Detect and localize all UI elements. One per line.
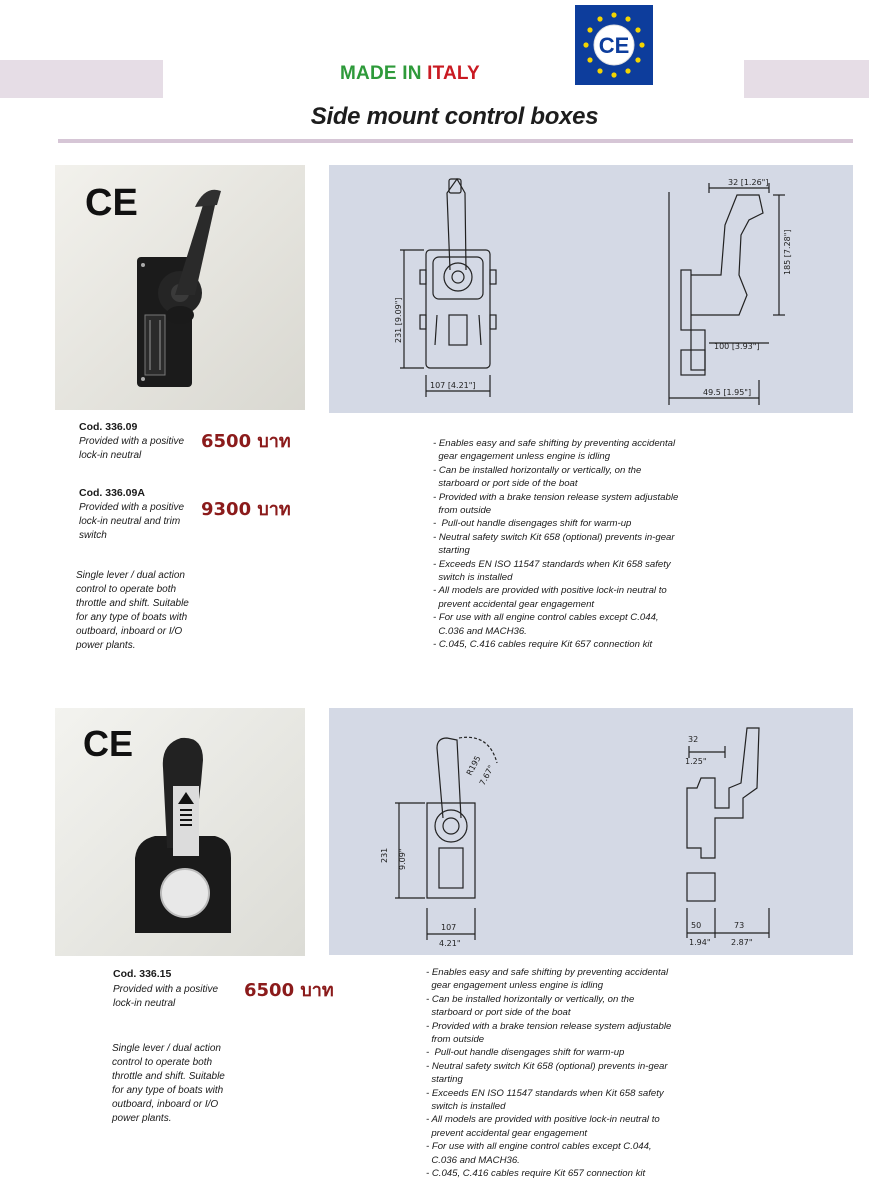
product-code-33609a: Cod. 336.09A — [79, 487, 145, 499]
product-desc-33609: Provided with a positive lock-in neutral — [79, 436, 185, 461]
ce-mark-2: CE — [83, 723, 134, 764]
feature-line: starting — [426, 1074, 463, 1086]
dim-height-label: 231 [9.09"] — [394, 297, 403, 343]
ce-mark-1: CE — [85, 182, 138, 224]
feature-line: - Neutral safety switch Kit 658 (optional) prevents in-gear — [426, 1060, 668, 1072]
dim-height-2-label: 231 — [380, 847, 389, 863]
dim-depth-2-in-label: 2.87" — [731, 938, 753, 947]
price-33609: 6500 บาท — [201, 431, 291, 452]
dim-base-2-label: 50 — [691, 921, 702, 930]
dim-radius-in-label: 7.67" — [477, 763, 496, 787]
product-photo-33609 — [55, 165, 305, 410]
feature-line: - Provided with a brake tension release system adjustable — [426, 1020, 672, 1032]
product-code-33609: Cod. 336.09 — [79, 421, 138, 433]
dim-depth-2-label: 73 — [734, 921, 745, 930]
product-photo-33615 — [55, 708, 305, 956]
feature-line: - All models are provided with positive lock-in neutral to — [426, 1114, 660, 1126]
feature-line: - For use with all engine control cables except C.044, — [426, 1141, 652, 1153]
dim-side-height-label: 185 [7.28"] — [783, 229, 792, 275]
dim-top-2-in-label: 1.25" — [685, 757, 707, 766]
feature-list-1 — [433, 437, 698, 652]
feature-line: gear engagement unless engine is idling — [426, 980, 604, 992]
feature-line: switch is installed — [433, 572, 513, 584]
feature-line: starboard or port side of the boat — [433, 478, 578, 490]
feature-line: C.036 and MACH36. — [426, 1154, 520, 1166]
product-code-33615: Cod. 336.15 — [113, 968, 172, 980]
feature-line: - Pull-out handle disengages shift for warm-up — [433, 518, 632, 530]
feature-line: - Exceeds EN ISO 11547 standards when Kit 658 safety — [426, 1087, 664, 1099]
feature-line: - Neutral safety switch Kit 658 (optional) prevents in-gear — [433, 531, 675, 543]
feature-line: from outside — [433, 505, 492, 517]
product-blurb-2: Single lever / dual action control to operate both throttle and shift. Suitable for any type of boats with outboard, inboard or I/O power plants. — [112, 1043, 225, 1124]
dim-base-2-in-label: 1.94" — [689, 938, 711, 947]
price-33609a: 9300 บาท — [201, 499, 291, 520]
technical-drawing-33615 — [329, 708, 853, 955]
dim-width-label: 107 [4.21"] — [430, 381, 476, 390]
feature-list-2 — [426, 966, 691, 1181]
technical-drawing-33609 — [329, 165, 853, 413]
feature-line: - Enables easy and safe shifting by preventing accidental — [433, 438, 676, 449]
feature-line: gear engagement unless engine is idling — [433, 451, 611, 463]
feature-line: prevent accidental gear engagement — [433, 598, 595, 610]
dim-top-label: 32 [1.26"] — [728, 178, 769, 187]
product-blurb-1: Single lever / dual action control to operate both throttle and shift. Suitable for any type of boats with outboard, inboard or I/O power plants. — [76, 570, 189, 651]
made-in-italy-logo — [340, 63, 480, 85]
page-title: Side mount control boxes — [310, 103, 599, 130]
feature-line: - Enables easy and safe shifting by preventing accidental — [426, 967, 669, 978]
dim-width-2-in-label: 4.21" — [439, 939, 461, 948]
feature-line: C.036 and MACH36. — [433, 625, 527, 637]
feature-line: - For use with all engine control cables except C.044, — [433, 612, 659, 624]
dim-height-2-in-label: 9.09" — [398, 848, 407, 870]
feature-line: prevent accidental gear engagement — [426, 1127, 588, 1139]
header-band-right — [744, 60, 869, 98]
dim-top-2-label: 32 — [688, 735, 699, 744]
made-in-text: MADE IN — [340, 63, 422, 84]
header-band-left — [0, 60, 163, 98]
product-desc-33615: Provided with a positive lock-in neutral — [113, 984, 219, 1009]
feature-line: from outside — [426, 1034, 485, 1046]
italy-text: ITALY — [427, 63, 480, 84]
dim-width-2-label: 107 — [441, 923, 457, 932]
feature-line: - All models are provided with positive lock-in neutral to — [433, 585, 667, 597]
feature-line: - C.045, C.416 cables require Kit 657 connection kit — [433, 639, 653, 651]
dim-depth-label: 100 [3.93"] — [714, 342, 760, 351]
feature-line: - Exceeds EN ISO 11547 standards when Kit 658 safety — [433, 558, 671, 570]
feature-line: - Pull-out handle disengages shift for warm-up — [426, 1047, 625, 1059]
dim-base-label: 49.5 [1.95"] — [703, 388, 752, 397]
feature-line: starting — [433, 545, 470, 557]
ce-flag-mark: CE — [598, 33, 630, 58]
product-desc-33609a: Provided with a positive lock-in neutral and trim switch — [79, 502, 185, 541]
feature-line: switch is installed — [426, 1101, 506, 1113]
dim-radius-label: R195 — [464, 754, 483, 777]
feature-line: - Can be installed horizontally or vertically, on the — [426, 993, 635, 1005]
title-rule — [58, 139, 853, 143]
feature-line: - Can be installed horizontally or vertically, on the — [433, 464, 642, 476]
feature-line: - C.045, C.416 cables require Kit 657 connection kit — [426, 1168, 646, 1180]
feature-line: starboard or port side of the boat — [426, 1007, 571, 1019]
eu-ce-flag-icon — [575, 5, 653, 85]
feature-line: - Provided with a brake tension release system adjustable — [433, 491, 679, 503]
price-33615: 6500 บาท — [244, 980, 334, 1001]
